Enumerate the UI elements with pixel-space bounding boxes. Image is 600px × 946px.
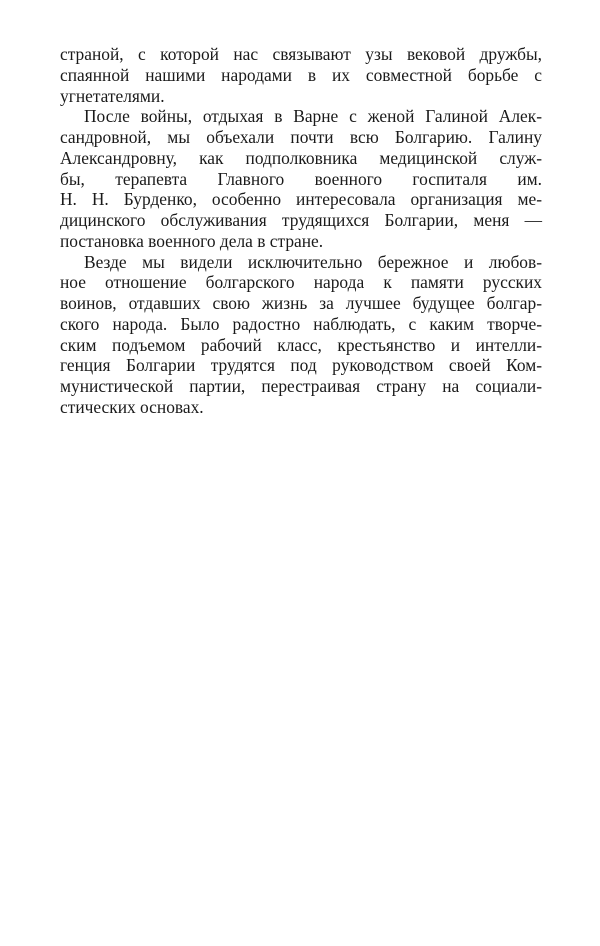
paragraph-2 [60,106,542,251]
text-line: страной, с которой нас связывают узы вековой дружбы, [60,44,542,64]
text-line: стических основах. [60,396,204,417]
document-page [60,44,542,418]
text-line: ским подъемом рабочий класс, крестьянство и интелли- [60,334,542,355]
text-line: После войны, отдыхая в Варне с женой Галиной Алек- [84,106,542,127]
text-line: мунистической партии, перестраивая страну на социали- [60,376,542,396]
paragraph-1 [60,44,542,106]
paragraph-3 [60,252,542,418]
text-line: генция Болгарии трудятся под руководством своей Ком- [60,355,542,376]
text-line: ное отношение болгарского народа к памяти русских [60,272,542,293]
text-line: Н. Н. Бурденко, особенно интересовала организация ме- [60,189,542,210]
text-line: бы, терапевта Главного военного госпиталя им. [60,168,542,189]
text-line: угнетателями. [60,85,165,106]
text-line: Везде мы видели исключительно бережное и любов- [84,251,542,272]
text-line: сандровной, мы объехали почти всю Болгарию. Галину [60,127,542,147]
text-line: дицинского обслуживания трудящихся Болгарии, меня — [60,210,542,230]
text-line: воинов, отдавших свою жизнь за лучшее будущее болгар- [60,293,542,313]
text-line: ского народа. Было радостно наблюдать, с каким творче- [60,313,542,334]
text-line: Александровну, как подполковника медицинской служ- [60,147,542,168]
text-line: постановка военного дела в стране. [60,230,324,251]
text-line: спаянной нашими народами в их совместной борьбе с [60,64,542,85]
